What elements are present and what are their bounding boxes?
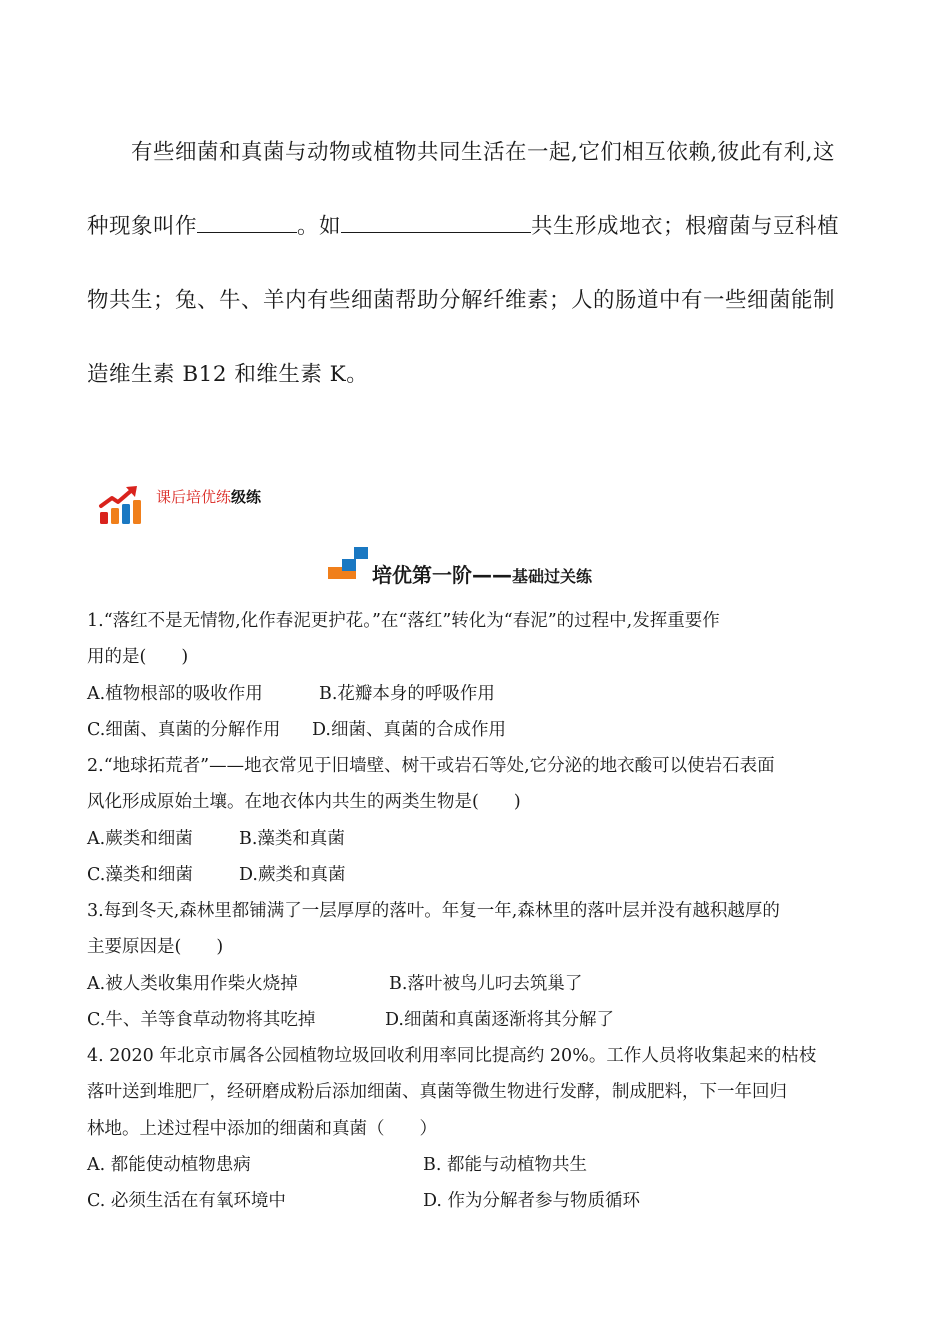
option-d[interactable]: D. 作为分解者参与物质循环 bbox=[423, 1191, 641, 1212]
question-3-line-1: 3.每到冬天,森林里都铺满了一层厚厚的落叶。年复一年,森林里的落叶层并没有越积越厚的 bbox=[87, 901, 780, 921]
intro-paragraph bbox=[87, 116, 877, 412]
option-b[interactable]: B. 都能与动植物共生 bbox=[423, 1154, 587, 1175]
intro-line-2: 种现象叫作 。如 共生形成地衣；根瘤菌与豆科植 bbox=[87, 190, 877, 264]
question-4-line-3: 林地。上述过程中添加的细菌和真菌（ ） bbox=[87, 1118, 437, 1139]
option-a[interactable]: A.蕨类和细菌 bbox=[87, 828, 193, 849]
option-a[interactable]: A.植物根部的吸收作用 bbox=[87, 683, 263, 704]
option-a[interactable]: A.被人类收集用作柴火烧掉 bbox=[87, 973, 298, 994]
intro-line-3: 物共生；兔、牛、羊内有些细菌帮助分解纤维素；人的肠道中有一些细菌能制 bbox=[87, 288, 836, 313]
stage-header bbox=[326, 545, 686, 585]
option-a[interactable]: A. 都能使动植物患病 bbox=[87, 1154, 251, 1175]
option-d[interactable]: D.细菌、真菌的合成作用 bbox=[312, 719, 506, 740]
question-4-line-1: 4. 2020 年北京市属各公园植物垃圾回收利用率同比提高约 20%。工作人员将收集起来的枯枝 bbox=[87, 1046, 817, 1066]
question-3 bbox=[87, 893, 877, 1038]
intro-line-1: 有些细菌和真菌与动物或植物共同生活在一起,它们相互依赖,彼此有利,这 bbox=[131, 140, 836, 165]
question-1 bbox=[87, 603, 877, 748]
option-b[interactable]: B.花瓣本身的呼吸作用 bbox=[319, 683, 495, 704]
section-header bbox=[98, 482, 398, 528]
option-d[interactable]: D.蕨类和真菌 bbox=[239, 864, 346, 885]
option-d[interactable]: D.细菌和真菌逐渐将其分解了 bbox=[385, 1009, 614, 1030]
option-b[interactable]: B.藻类和真菌 bbox=[239, 828, 345, 849]
stair-blocks-icon bbox=[326, 545, 370, 581]
chart-growth-icon bbox=[98, 482, 144, 528]
fill-blank-2[interactable] bbox=[341, 210, 531, 233]
question-3-line-2: 主要原因是( ) bbox=[87, 937, 224, 958]
option-c[interactable]: C.藻类和细菌 bbox=[87, 864, 193, 885]
option-c[interactable]: C.牛、羊等食草动物将其吃掉 bbox=[87, 1009, 316, 1030]
question-2-line-2: 风化形成原始土壤。在地衣体内共生的两类生物是( ) bbox=[87, 792, 521, 813]
question-4 bbox=[87, 1038, 877, 1219]
question-1-line-1: 1.“落红不是无情物,化作春泥更护花。”在“落红”转化为“春泥”的过程中,发挥重要作 bbox=[87, 611, 720, 631]
intro-line-4: 造维生素 B12 和维生素 K。 bbox=[87, 362, 369, 387]
option-c[interactable]: C. 必须生活在有氧环境中 bbox=[87, 1191, 286, 1212]
question-2-line-1: 2.“地球拓荒者”——地衣常见于旧墙壁、树干或岩石等处,它分泌的地衣酸可以使岩石表面 bbox=[87, 756, 775, 776]
option-c[interactable]: C.细菌、真菌的分解作用 bbox=[87, 719, 281, 740]
section-label: 课后培优练级练 bbox=[156, 488, 262, 506]
question-4-line-2: 落叶送到堆肥厂，经研磨成粉后添加细菌、真菌等微生物进行发酵，制成肥料，下一年回归 bbox=[87, 1082, 787, 1103]
stage-title: 培优第一阶——基础过关练 bbox=[372, 563, 593, 587]
option-b[interactable]: B.落叶被鸟儿叼去筑巢了 bbox=[389, 973, 583, 994]
fill-blank-1[interactable] bbox=[197, 210, 297, 233]
question-1-line-2: 用的是( ) bbox=[87, 647, 189, 668]
question-2 bbox=[87, 748, 877, 893]
